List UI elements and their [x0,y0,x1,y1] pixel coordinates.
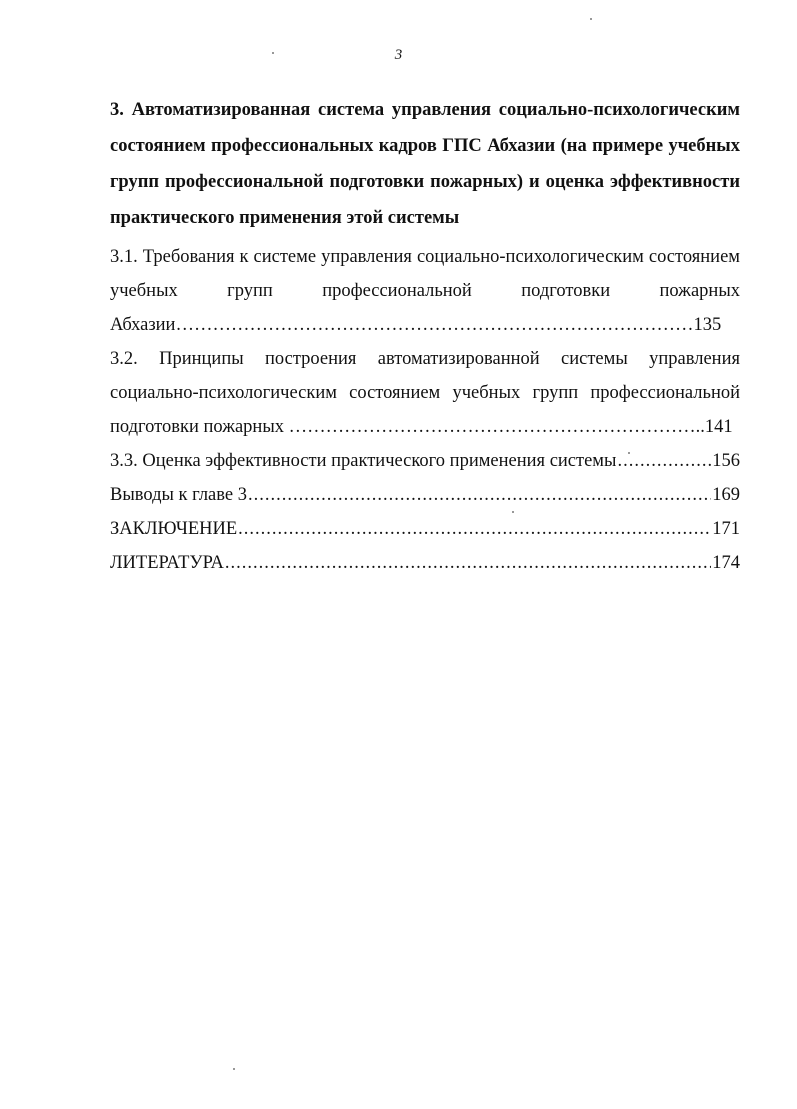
leader-dots: ………………………………………………………….. [288,417,705,437]
scan-speck [590,18,592,20]
toc-entry-page: 169 [712,485,740,505]
scan-speck [628,452,630,454]
toc-entry-title: ЗАКЛЮЧЕНИЕ [110,519,238,539]
toc-entry-title: 3.1. Требования к системе управления социально-психологическим состоянием учебных групп профессиональной подготовки пожарных Абхазии [110,247,740,335]
leader-dots [225,546,711,580]
toc-entry-title: Выводы к главе 3 [110,485,247,505]
toc-entry-title: 3.2. Принципы построения автоматизированной системы управления социально-психологическим состоянием учебных групп профессиональной подготовки пожарных [110,349,740,437]
toc-entry-literatura[interactable] [110,546,740,580]
leader-dots: ………………………………………………………………………… [175,315,694,335]
scan-speck [233,1068,235,1070]
leader-dots [617,444,711,478]
scan-speck [512,511,514,513]
toc-entry-title: 3.3. Оценка эффективности практического применения системы [110,451,617,471]
toc-entry-page: 141 [704,417,733,437]
leader-dots [248,478,711,512]
scan-speck [272,52,274,54]
toc-entry-3-2[interactable] [110,342,740,444]
toc-entry-page: 135 [693,315,722,335]
toc-entry-conclusions[interactable] [110,478,740,512]
toc-entry-page: 171 [712,519,740,539]
toc-entry-3-3[interactable] [110,444,740,478]
table-of-contents [110,92,740,580]
toc-entry-page: 156 [712,451,740,471]
page-number: 3 [394,47,403,63]
leader-dots [238,512,711,546]
toc-entry-page: 174 [712,553,740,573]
toc-entry-title: ЛИТЕРАТУРА [110,553,224,573]
toc-entry-zaklyuchenie[interactable] [110,512,740,546]
chapter-3-heading: 3. Автоматизированная система управления социально-психологическим состоянием профессиональных кадров ГПС Абхазии (на примере учебных групп профессиональной подготовки пожарных) и оценка эффективности практического применения этой системы [110,100,740,228]
toc-entry-3-1[interactable] [110,240,740,342]
